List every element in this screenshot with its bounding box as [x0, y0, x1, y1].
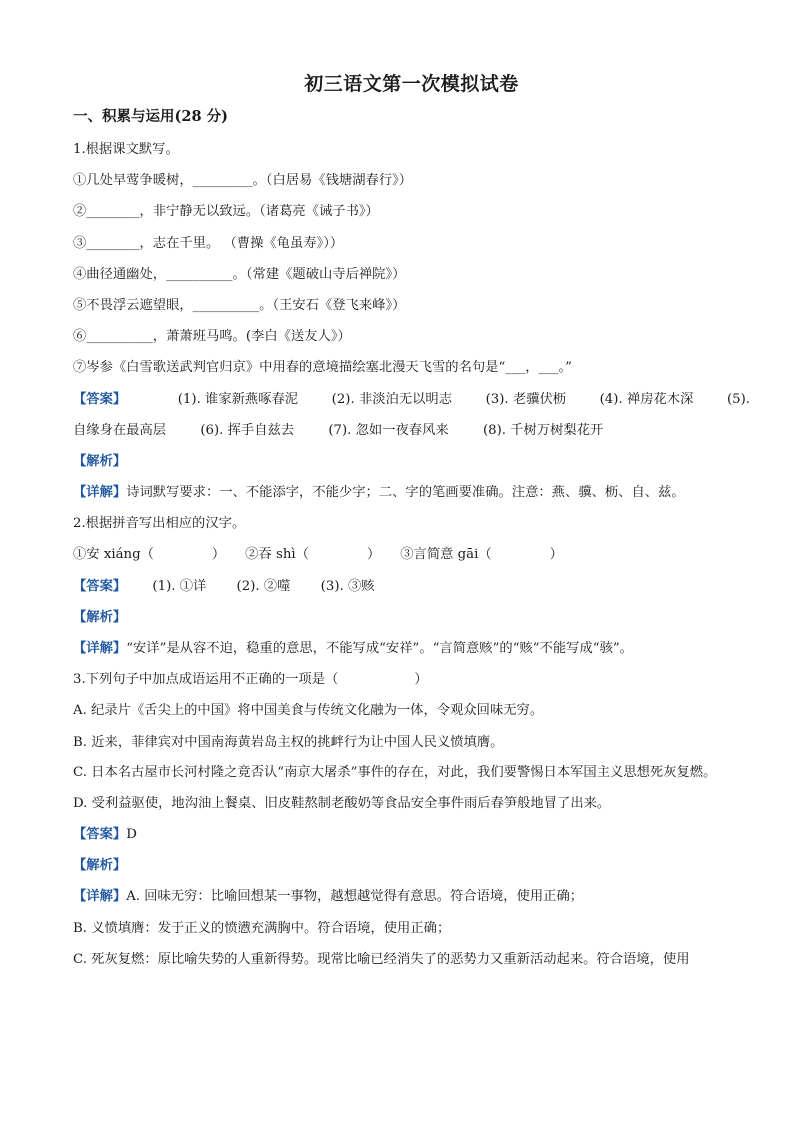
- q3-option: B. 近来，菲律宾对中国南海黄岩岛主权的挑衅行为让中国人民义愤填膺。: [73, 734, 504, 750]
- answer-item: (3). 老骥伏枥: [485, 391, 567, 407]
- analysis-label: 【解析】: [73, 453, 127, 469]
- q2-item: ①安 xiáng（: [73, 547, 154, 563]
- q1-answers-row2: [73, 415, 750, 446]
- answer-item: (6). 挥手自兹去: [200, 422, 295, 438]
- answer-item: (2). 非淡泊无以明志: [331, 391, 453, 407]
- q1-answers-row1: [73, 384, 750, 415]
- detail-tag: 【详解】: [73, 485, 127, 501]
- page-title: 初三语文第一次模拟试卷: [304, 73, 519, 95]
- section-heading: 一、积累与运用(28 分): [73, 108, 228, 125]
- q1-item: ④曲径通幽处，__________。（常建《题破山寺后禅院》）: [73, 266, 406, 282]
- answer-item: (8). 千树万树梨花开: [482, 422, 604, 438]
- answer-item: (4). 禅房花木深: [599, 391, 694, 407]
- q2-answers: [73, 571, 750, 602]
- answer-item: (1). ①详: [152, 578, 207, 594]
- q2-item: ③言简意 gāi（: [400, 547, 492, 563]
- q2-item: ②吞 shì（: [245, 547, 309, 563]
- q2-item-close: ）: [211, 547, 226, 563]
- q3-answer: [73, 819, 750, 850]
- detail-text: “安详”是从容不迫，稳重的意思，不能写成“安祥”。“言简意赅”的“赅”不能写成“骇”。: [126, 641, 633, 656]
- q3-option: D. 受利益驱使，地沟油上餐桌、旧皮鞋熬制老酸奶等食品安全事件雨后春笋般地冒了出来。: [73, 795, 611, 811]
- detail-text: A. 回味无穷：比喻回想某一事物，越想越觉得有意思。符合语境，使用正确；: [126, 889, 584, 905]
- q2-item-close: ）: [549, 547, 563, 563]
- answer-item: (3). ③赅: [320, 578, 375, 594]
- q1-item: ⑤不畏浮云遮望眼，__________。（王安石《登飞来峰》）: [73, 297, 406, 313]
- analysis-tag: [73, 446, 750, 477]
- detail-tag: 【详解】: [73, 641, 127, 656]
- q3-stem-end: ）: [414, 672, 428, 688]
- q3-detail: C. 死灰复燃：原比喻失势的人重新得势。现常比喻已经消失了的恶势力又重新活动起来。符合语境，使用: [73, 951, 690, 967]
- answer-item: (7). 忽如一夜春风来: [328, 422, 449, 438]
- q3-detail: B. 义愤填膺：发于正义的愤懑充满胸中。符合语境，使用正确；: [73, 920, 451, 936]
- q2-items: [73, 539, 750, 570]
- q1-detail: [73, 477, 750, 508]
- q3-stem: [73, 664, 750, 695]
- q1-stem: 1.根据课文默写。: [73, 142, 179, 157]
- analysis-label: 【解析】: [73, 858, 127, 874]
- answer-item: (1). 谁家新燕啄春泥: [177, 391, 299, 407]
- q2-detail: [73, 633, 750, 664]
- analysis-tag: [73, 602, 750, 633]
- analysis-label: 【解析】: [73, 609, 127, 625]
- answer-item: (2). ②噬: [236, 578, 291, 594]
- q2-stem: 2.根据拼音写出相应的汉字。: [73, 516, 246, 532]
- detail-tag: 【详解】: [73, 889, 127, 905]
- q3-stem-text: 3.下列句子中加点成语运用不正确的一项是（: [73, 672, 339, 688]
- answer-tag: 【答案】: [73, 826, 127, 842]
- answer-tag: 【答案】: [73, 391, 127, 407]
- answer-tag: 【答案】: [73, 578, 127, 594]
- answer-item: (5).: [726, 391, 750, 407]
- q2-item-close: ）: [366, 547, 381, 563]
- detail-text: 诗词默写要求：一、不能添字，不能少字；二、字的笔画要准确。注意：燕、骥、枥、自、兹。: [126, 485, 685, 501]
- q3-option: C. 日本名古屋市长河村隆之竟否认“南京大屠杀”事件的存在，对此，我们要警惕日本军国主义思想死灰复燃。: [73, 764, 717, 780]
- q1-item: ②________，非宁静无以致远。（诸葛亮《诫子书》）: [73, 204, 379, 220]
- analysis-tag: [73, 850, 750, 881]
- q3-detail: [73, 881, 750, 912]
- q1-item: ⑦岑参《白雪歌送武判官归京》中用春的意境描绘塞北漫天飞雪的名句是“___，___。”: [73, 360, 572, 376]
- answer-value: D: [126, 826, 137, 842]
- answer-item: 自缘身在最高层: [73, 422, 167, 438]
- q1-item: ⑥__________，萧萧班马鸣。(李白《送友人》）: [73, 329, 351, 345]
- q3-option: A. 纪录片《舌尖上的中国》将中国美食与传统文化融为一体，令观众回味无穷。: [73, 703, 544, 719]
- q1-item: ①几处早莺争暖树，_________。（白居易《钱塘湖春行》）: [73, 173, 413, 189]
- q1-item: ③________，志在千里。 （曹操《龟虽寿》））: [73, 235, 344, 251]
